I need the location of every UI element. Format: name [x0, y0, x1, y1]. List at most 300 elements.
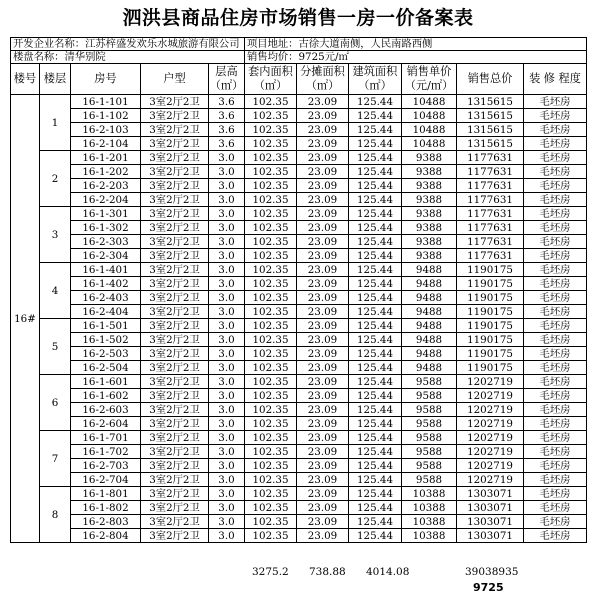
total-inner-area: 3275.2	[252, 566, 289, 578]
shared-area: 23.09	[297, 445, 349, 459]
room-number: 16-1-402	[71, 277, 141, 291]
room-number: 16-2-403	[71, 291, 141, 305]
shared-area: 23.09	[297, 137, 349, 151]
decoration: 毛坯房	[524, 235, 587, 249]
layout: 3室2厅2卫	[141, 151, 209, 165]
shared-area: 23.09	[297, 291, 349, 305]
decoration: 毛坯房	[524, 403, 587, 417]
room-number: 16-1-201	[71, 151, 141, 165]
floor-height: 3.0	[209, 529, 245, 543]
floor-height: 3.0	[209, 305, 245, 319]
build-area: 125.44	[349, 333, 402, 347]
shared-area: 23.09	[297, 95, 349, 109]
total-price: 1202719	[457, 473, 524, 487]
table-row	[11, 515, 587, 529]
shared-area: 23.09	[297, 403, 349, 417]
unit-price: 9388	[402, 151, 457, 165]
layout: 3室2厅2卫	[141, 179, 209, 193]
table-row	[11, 347, 587, 361]
shared-area: 23.09	[297, 501, 349, 515]
shared-area: 23.09	[297, 431, 349, 445]
inner-area: 102.35	[245, 375, 297, 389]
layout: 3室2厅2卫	[141, 249, 209, 263]
layout: 3室2厅2卫	[141, 221, 209, 235]
header-floor: 楼层	[40, 64, 71, 95]
decoration: 毛坯房	[524, 123, 587, 137]
unit-price: 9388	[402, 193, 457, 207]
total-price: 1303071	[457, 515, 524, 529]
total-price: 1202719	[457, 417, 524, 431]
floor-number: 1	[40, 95, 71, 151]
inner-area: 102.35	[245, 459, 297, 473]
room-number: 16-2-604	[71, 417, 141, 431]
decoration: 毛坯房	[524, 445, 587, 459]
room-number: 16-1-301	[71, 207, 141, 221]
unit-price: 10388	[402, 501, 457, 515]
inner-area: 102.35	[245, 515, 297, 529]
total-price: 1190175	[457, 361, 524, 375]
decoration: 毛坯房	[524, 179, 587, 193]
total-price: 1202719	[457, 403, 524, 417]
average-price: 销售均价：9725元/㎡	[245, 51, 587, 64]
layout: 3室2厅2卫	[141, 165, 209, 179]
unit-price: 9588	[402, 403, 457, 417]
inner-area: 102.35	[245, 123, 297, 137]
layout: 3室2厅2卫	[141, 207, 209, 221]
total-price: 1315615	[457, 95, 524, 109]
inner-area: 102.35	[245, 165, 297, 179]
header-floor-height: 层高（㎡）	[209, 64, 245, 95]
table-row	[11, 95, 587, 109]
shared-area: 23.09	[297, 123, 349, 137]
floor-height: 3.0	[209, 221, 245, 235]
floor-number: 3	[40, 207, 71, 263]
shared-area: 23.09	[297, 515, 349, 529]
layout: 3室2厅2卫	[141, 501, 209, 515]
unit-price: 9488	[402, 277, 457, 291]
build-area: 125.44	[349, 403, 402, 417]
header-unit-price: 销售单价（元/㎡）	[402, 64, 457, 95]
table-row	[11, 305, 587, 319]
room-number: 16-1-702	[71, 445, 141, 459]
inner-area: 102.35	[245, 431, 297, 445]
build-area: 125.44	[349, 235, 402, 249]
developer-name: 开发企业名称：江苏梓盛发欢乐水城旅游有限公司	[11, 38, 245, 51]
total-price: 1190175	[457, 305, 524, 319]
room-number: 16-2-303	[71, 235, 141, 249]
floor-height: 3.0	[209, 235, 245, 249]
total-price: 1177631	[457, 179, 524, 193]
table-row	[11, 445, 587, 459]
unit-price: 9588	[402, 431, 457, 445]
total-price: 1177631	[457, 193, 524, 207]
decoration: 毛坯房	[524, 515, 587, 529]
unit-price: 9588	[402, 375, 457, 389]
total-price: 1202719	[457, 375, 524, 389]
unit-price: 9588	[402, 389, 457, 403]
room-number: 16-2-703	[71, 459, 141, 473]
table-row	[11, 109, 587, 123]
inner-area: 102.35	[245, 361, 297, 375]
build-area: 125.44	[349, 473, 402, 487]
total-price: 1177631	[457, 165, 524, 179]
shared-area: 23.09	[297, 389, 349, 403]
shared-area: 23.09	[297, 361, 349, 375]
build-area: 125.44	[349, 291, 402, 305]
table-row	[11, 123, 587, 137]
unit-price: 9488	[402, 291, 457, 305]
info-row-1	[11, 38, 587, 51]
floor-height: 3.6	[209, 123, 245, 137]
room-number: 16-2-203	[71, 179, 141, 193]
total-price: 1190175	[457, 263, 524, 277]
inner-area: 102.35	[245, 305, 297, 319]
build-area: 125.44	[349, 361, 402, 375]
build-area: 125.44	[349, 347, 402, 361]
decoration: 毛坯房	[524, 221, 587, 235]
room-number: 16-1-801	[71, 487, 141, 501]
unit-price: 10388	[402, 515, 457, 529]
inner-area: 102.35	[245, 221, 297, 235]
unit-price: 10488	[402, 109, 457, 123]
room-number: 16-2-603	[71, 403, 141, 417]
table-row	[11, 277, 587, 291]
inner-area: 102.35	[245, 291, 297, 305]
total-price: 1202719	[457, 431, 524, 445]
build-area: 125.44	[349, 109, 402, 123]
table-row	[11, 473, 587, 487]
layout: 3室2厅2卫	[141, 417, 209, 431]
inner-area: 102.35	[245, 193, 297, 207]
layout: 3室2厅2卫	[141, 235, 209, 249]
table-row	[11, 319, 587, 333]
floor-height: 3.0	[209, 249, 245, 263]
room-number: 16-2-503	[71, 347, 141, 361]
table-row	[11, 291, 587, 305]
total-price: 1315615	[457, 137, 524, 151]
header-inner-area: 套内面积（㎡）	[245, 64, 297, 95]
decoration: 毛坯房	[524, 487, 587, 501]
room-number: 16-2-404	[71, 305, 141, 319]
unit-price: 9488	[402, 333, 457, 347]
decoration: 毛坯房	[524, 137, 587, 151]
layout: 3室2厅2卫	[141, 473, 209, 487]
room-number: 16-1-302	[71, 221, 141, 235]
layout: 3室2厅2卫	[141, 263, 209, 277]
inner-area: 102.35	[245, 137, 297, 151]
layout: 3室2厅2卫	[141, 319, 209, 333]
header-building-no: 楼号	[11, 64, 40, 95]
inner-area: 102.35	[245, 109, 297, 123]
shared-area: 23.09	[297, 263, 349, 277]
inner-area: 102.35	[245, 347, 297, 361]
total-average-price: 9725	[473, 581, 504, 594]
build-area: 125.44	[349, 137, 402, 151]
shared-area: 23.09	[297, 235, 349, 249]
unit-price: 10488	[402, 95, 457, 109]
shared-area: 23.09	[297, 151, 349, 165]
header-build-area: 建筑面积（㎡）	[349, 64, 402, 95]
header-total-price: 销售总价	[457, 64, 524, 95]
inner-area: 102.35	[245, 151, 297, 165]
room-number: 16-2-803	[71, 515, 141, 529]
build-area: 125.44	[349, 501, 402, 515]
floor-height: 3.0	[209, 487, 245, 501]
decoration: 毛坯房	[524, 95, 587, 109]
floor-number: 8	[40, 487, 71, 543]
total-price: 1190175	[457, 319, 524, 333]
build-area: 125.44	[349, 221, 402, 235]
decoration: 毛坯房	[524, 249, 587, 263]
layout: 3室2厅2卫	[141, 431, 209, 445]
unit-price: 9388	[402, 165, 457, 179]
table-row	[11, 165, 587, 179]
table-row	[11, 151, 587, 165]
build-area: 125.44	[349, 165, 402, 179]
room-number: 16-1-602	[71, 389, 141, 403]
inner-area: 102.35	[245, 403, 297, 417]
table-row	[11, 459, 587, 473]
floor-height: 3.0	[209, 445, 245, 459]
shared-area: 23.09	[297, 207, 349, 221]
table-row	[11, 431, 587, 445]
total-price: 1303071	[457, 501, 524, 515]
shared-area: 23.09	[297, 347, 349, 361]
shared-area: 23.09	[297, 319, 349, 333]
inner-area: 102.35	[245, 179, 297, 193]
build-area: 125.44	[349, 515, 402, 529]
floor-number: 2	[40, 151, 71, 207]
room-number: 16-2-103	[71, 123, 141, 137]
inner-area: 102.35	[245, 529, 297, 543]
inner-area: 102.35	[245, 417, 297, 431]
room-number: 16-1-601	[71, 375, 141, 389]
inner-area: 102.35	[245, 95, 297, 109]
header-row	[11, 64, 587, 95]
shared-area: 23.09	[297, 109, 349, 123]
inner-area: 102.35	[245, 473, 297, 487]
total-price: 1190175	[457, 277, 524, 291]
total-price: 1202719	[457, 459, 524, 473]
table-row	[11, 487, 587, 501]
decoration: 毛坯房	[524, 417, 587, 431]
build-area: 125.44	[349, 417, 402, 431]
floor-height: 3.0	[209, 165, 245, 179]
header-shared-area: 分摊面积（㎡）	[297, 64, 349, 95]
inner-area: 102.35	[245, 319, 297, 333]
decoration: 毛坯房	[524, 109, 587, 123]
total-price: 1177631	[457, 207, 524, 221]
floor-height: 3.0	[209, 151, 245, 165]
unit-price: 9388	[402, 235, 457, 249]
total-price: 1190175	[457, 347, 524, 361]
layout: 3室2厅2卫	[141, 389, 209, 403]
layout: 3室2厅2卫	[141, 445, 209, 459]
shared-area: 23.09	[297, 165, 349, 179]
table-row	[11, 179, 587, 193]
room-number: 16-1-502	[71, 333, 141, 347]
room-number: 16-1-802	[71, 501, 141, 515]
decoration: 毛坯房	[524, 459, 587, 473]
floor-number: 4	[40, 263, 71, 319]
table-row	[11, 249, 587, 263]
room-number: 16-1-202	[71, 165, 141, 179]
decoration: 毛坯房	[524, 333, 587, 347]
total-price: 1303071	[457, 487, 524, 501]
total-price: 1177631	[457, 249, 524, 263]
floor-height: 3.0	[209, 361, 245, 375]
decoration: 毛坯房	[524, 319, 587, 333]
shared-area: 23.09	[297, 459, 349, 473]
document-title: 泗洪县商品住房市场销售一房一价备案表	[122, 7, 474, 29]
floor-number: 6	[40, 375, 71, 431]
decoration: 毛坯房	[524, 305, 587, 319]
floor-height: 3.0	[209, 417, 245, 431]
layout: 3室2厅2卫	[141, 95, 209, 109]
inner-area: 102.35	[245, 333, 297, 347]
decoration: 毛坯房	[524, 375, 587, 389]
build-area: 125.44	[349, 319, 402, 333]
table-row	[11, 193, 587, 207]
shared-area: 23.09	[297, 333, 349, 347]
floor-height: 3.0	[209, 403, 245, 417]
shared-area: 23.09	[297, 193, 349, 207]
floor-height: 3.0	[209, 431, 245, 445]
build-area: 125.44	[349, 277, 402, 291]
build-area: 125.44	[349, 389, 402, 403]
shared-area: 23.09	[297, 179, 349, 193]
decoration: 毛坯房	[524, 193, 587, 207]
build-area: 125.44	[349, 487, 402, 501]
table-row	[11, 137, 587, 151]
total-price: 1202719	[457, 389, 524, 403]
build-area: 125.44	[349, 207, 402, 221]
table-row	[11, 529, 587, 543]
table-row	[11, 221, 587, 235]
layout: 3室2厅2卫	[141, 333, 209, 347]
decoration: 毛坯房	[524, 389, 587, 403]
inner-area: 102.35	[245, 487, 297, 501]
floor-number: 5	[40, 319, 71, 375]
unit-price: 9388	[402, 221, 457, 235]
unit-price: 9588	[402, 417, 457, 431]
room-number: 16-2-204	[71, 193, 141, 207]
layout: 3室2厅2卫	[141, 375, 209, 389]
room-number: 16-2-704	[71, 473, 141, 487]
unit-price: 9488	[402, 263, 457, 277]
header-decoration: 装 修 程度	[524, 64, 587, 95]
unit-price: 9588	[402, 473, 457, 487]
floor-height: 3.6	[209, 137, 245, 151]
room-number: 16-1-101	[71, 95, 141, 109]
layout: 3室2厅2卫	[141, 305, 209, 319]
shared-area: 23.09	[297, 249, 349, 263]
room-number: 16-2-804	[71, 529, 141, 543]
unit-price: 9388	[402, 207, 457, 221]
unit-price: 9588	[402, 445, 457, 459]
shared-area: 23.09	[297, 305, 349, 319]
floor-height: 3.0	[209, 319, 245, 333]
decoration: 毛坯房	[524, 501, 587, 515]
build-area: 125.44	[349, 431, 402, 445]
unit-price: 9488	[402, 319, 457, 333]
decoration: 毛坯房	[524, 361, 587, 375]
room-number: 16-1-102	[71, 109, 141, 123]
unit-price: 9488	[402, 347, 457, 361]
build-area: 125.44	[349, 459, 402, 473]
floor-height: 3.0	[209, 473, 245, 487]
total-price: 1190175	[457, 291, 524, 305]
layout: 3室2厅2卫	[141, 291, 209, 305]
table-row	[11, 375, 587, 389]
floor-height: 3.0	[209, 389, 245, 403]
unit-price: 9488	[402, 361, 457, 375]
build-area: 125.44	[349, 529, 402, 543]
unit-price: 9588	[402, 459, 457, 473]
table-row	[11, 403, 587, 417]
layout: 3室2厅2卫	[141, 277, 209, 291]
build-area: 125.44	[349, 263, 402, 277]
decoration: 毛坯房	[524, 151, 587, 165]
floor-height: 3.0	[209, 179, 245, 193]
decoration: 毛坯房	[524, 165, 587, 179]
floor-height: 3.0	[209, 459, 245, 473]
total-price: 1315615	[457, 109, 524, 123]
room-number: 16-1-701	[71, 431, 141, 445]
floor-height: 3.6	[209, 109, 245, 123]
layout: 3室2厅2卫	[141, 529, 209, 543]
table-row	[11, 207, 587, 221]
build-area: 125.44	[349, 123, 402, 137]
room-number: 16-2-304	[71, 249, 141, 263]
layout: 3室2厅2卫	[141, 403, 209, 417]
build-area: 125.44	[349, 193, 402, 207]
unit-price: 9388	[402, 179, 457, 193]
shared-area: 23.09	[297, 221, 349, 235]
build-area: 125.44	[349, 151, 402, 165]
table-row	[11, 389, 587, 403]
total-shared-area: 738.88	[309, 566, 346, 578]
build-area: 125.44	[349, 375, 402, 389]
layout: 3室2厅2卫	[141, 487, 209, 501]
decoration: 毛坯房	[524, 291, 587, 305]
unit-price: 9388	[402, 249, 457, 263]
inner-area: 102.35	[245, 207, 297, 221]
layout: 3室2厅2卫	[141, 109, 209, 123]
room-number: 16-1-401	[71, 263, 141, 277]
decoration: 毛坯房	[524, 529, 587, 543]
floor-height: 3.0	[209, 277, 245, 291]
layout: 3室2厅2卫	[141, 515, 209, 529]
layout: 3室2厅2卫	[141, 137, 209, 151]
shared-area: 23.09	[297, 277, 349, 291]
decoration: 毛坯房	[524, 347, 587, 361]
build-area: 125.44	[349, 249, 402, 263]
layout: 3室2厅2卫	[141, 361, 209, 375]
table-row	[11, 361, 587, 375]
unit-price: 10488	[402, 123, 457, 137]
table-row	[11, 417, 587, 431]
floor-height: 3.0	[209, 501, 245, 515]
floor-height: 3.6	[209, 95, 245, 109]
unit-price: 10488	[402, 137, 457, 151]
room-number: 16-2-104	[71, 137, 141, 151]
inner-area: 102.35	[245, 277, 297, 291]
shared-area: 23.09	[297, 473, 349, 487]
build-area: 125.44	[349, 179, 402, 193]
total-price: 1315615	[457, 123, 524, 137]
inner-area: 102.35	[245, 263, 297, 277]
